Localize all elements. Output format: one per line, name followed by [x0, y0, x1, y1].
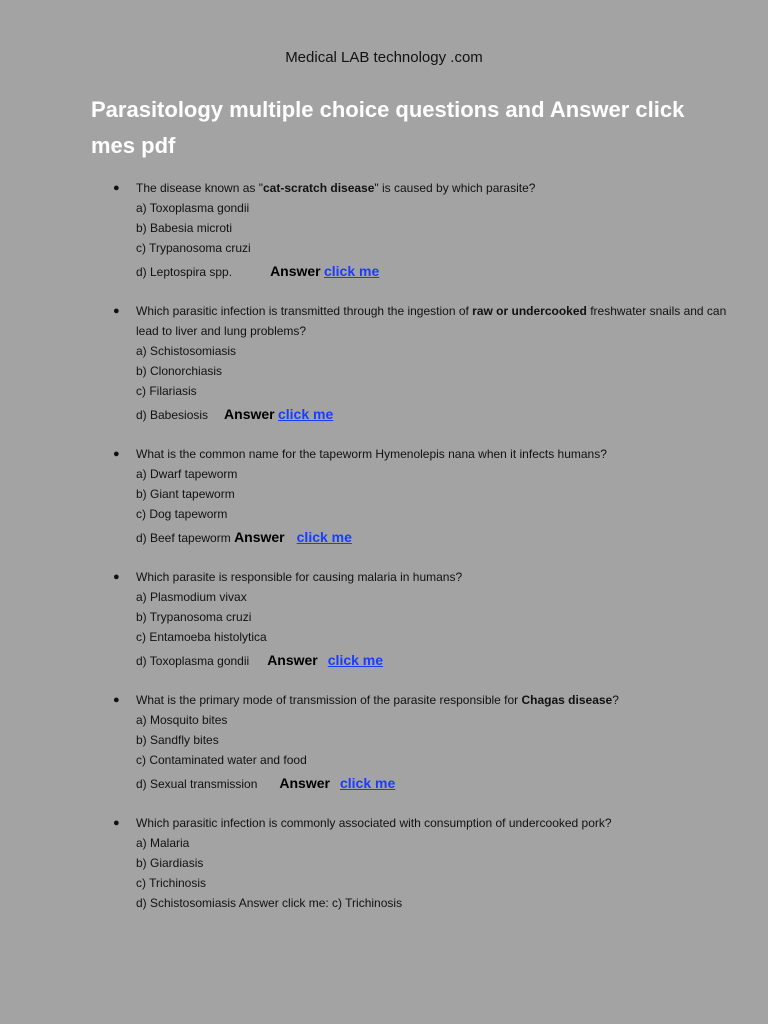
question-1 — [0, 178, 768, 285]
option-d-row — [136, 258, 728, 285]
option-a: a) Schistosomiasis — [136, 344, 237, 358]
question-text-start: Which parasitic infection is commonly associated with consumption of undercooked pork? — [136, 816, 612, 830]
question-text-bold: raw or undercooked — [472, 304, 587, 318]
question-5 — [0, 690, 768, 797]
option-d-row — [136, 401, 728, 428]
question-2 — [0, 301, 768, 428]
option-b: b) Sandfly bites — [136, 733, 219, 747]
option-d: d) Toxoplasma gondii — [136, 654, 250, 668]
answer-label: Answer — [224, 406, 275, 422]
page-title: Parasitology multiple choice questions and Answer click mes pdf — [91, 97, 685, 158]
answer-link[interactable]: click me — [339, 775, 396, 791]
option-a: a) Dwarf tapeworm — [136, 467, 238, 481]
answer-link[interactable]: click me — [323, 263, 380, 279]
option-d: d) Schistosomiasis Answer click me: c) Trichinosis — [136, 896, 403, 910]
option-c: c) Trypanosoma cruzi — [136, 241, 251, 255]
question-text-end: ? — [612, 693, 619, 707]
answer-link[interactable]: click me — [327, 652, 384, 668]
bullet-icon: ● — [113, 694, 120, 706]
answer-link[interactable]: click me — [296, 529, 352, 545]
option-d-row — [136, 524, 728, 551]
option-c: c) Dog tapeworm — [136, 507, 228, 521]
bullet-icon: ● — [113, 182, 120, 194]
option-a: a) Plasmodium vivax — [136, 590, 247, 604]
question-text — [136, 301, 728, 341]
question-text — [136, 567, 728, 587]
question-3 — [0, 444, 768, 551]
question-6 — [0, 813, 768, 913]
question-text-end: freshwater snails and can lead to liver and lung problems? — [136, 304, 727, 338]
question-list — [0, 178, 768, 929]
option-d: d) Leptospira spp. — [136, 265, 233, 279]
option-a: a) Malaria — [136, 836, 190, 850]
question-text — [136, 690, 728, 710]
answer-label: Answer — [267, 652, 318, 668]
option-d-row — [136, 770, 728, 797]
bullet-icon: ● — [113, 571, 120, 583]
option-b: b) Trypanosoma cruzi — [136, 610, 252, 624]
question-text — [136, 813, 728, 833]
question-text — [136, 178, 728, 198]
option-d: d) Sexual transmission — [136, 777, 258, 791]
question-text-start: Which parasitic infection is transmitted through the ingestion of — [136, 304, 473, 318]
bullet-icon: ● — [113, 817, 120, 829]
option-c: c) Entamoeba histolytica — [136, 630, 267, 644]
option-c: c) Trichinosis — [136, 876, 207, 890]
question-text-start: What is the primary mode of transmission of the parasite responsible for — [136, 693, 522, 707]
answer-label: Answer — [279, 775, 330, 791]
answer-link[interactable]: click me — [277, 406, 334, 422]
question-text-bold: cat-scratch disease — [263, 181, 375, 195]
option-c: c) Contaminated water and food — [136, 753, 307, 767]
question-text-start: What is the common name for the tapeworm Hymenolepis nana when it infects humans? — [136, 447, 607, 461]
bullet-icon: ● — [113, 305, 120, 317]
question-text — [136, 444, 728, 464]
answer-label: Answer — [270, 263, 321, 279]
site-header: Medical LAB technology .com — [285, 49, 483, 66]
question-text-start: The disease known as " — [136, 181, 263, 195]
option-c: c) Filariasis — [136, 384, 197, 398]
option-d: d) Babesiosis — [136, 408, 209, 422]
option-b: b) Clonorchiasis — [136, 364, 223, 378]
question-4 — [0, 567, 768, 674]
question-text-end: " is caused by which parasite? — [374, 181, 536, 195]
option-d: d) Beef tapeworm — [136, 531, 231, 545]
bullet-icon: ● — [113, 448, 120, 460]
question-text-bold: Chagas disease — [521, 693, 613, 707]
option-a: a) Mosquito bites — [136, 713, 228, 727]
answer-label: Answer — [234, 529, 285, 545]
option-a: a) Toxoplasma gondii — [136, 201, 250, 215]
option-b: b) Giardiasis — [136, 856, 204, 870]
question-text-start: Which parasite is responsible for causing malaria in humans? — [136, 570, 463, 584]
option-b: b) Giant tapeworm — [136, 487, 235, 501]
option-b: b) Babesia microti — [136, 221, 233, 235]
option-d-row — [136, 647, 728, 674]
